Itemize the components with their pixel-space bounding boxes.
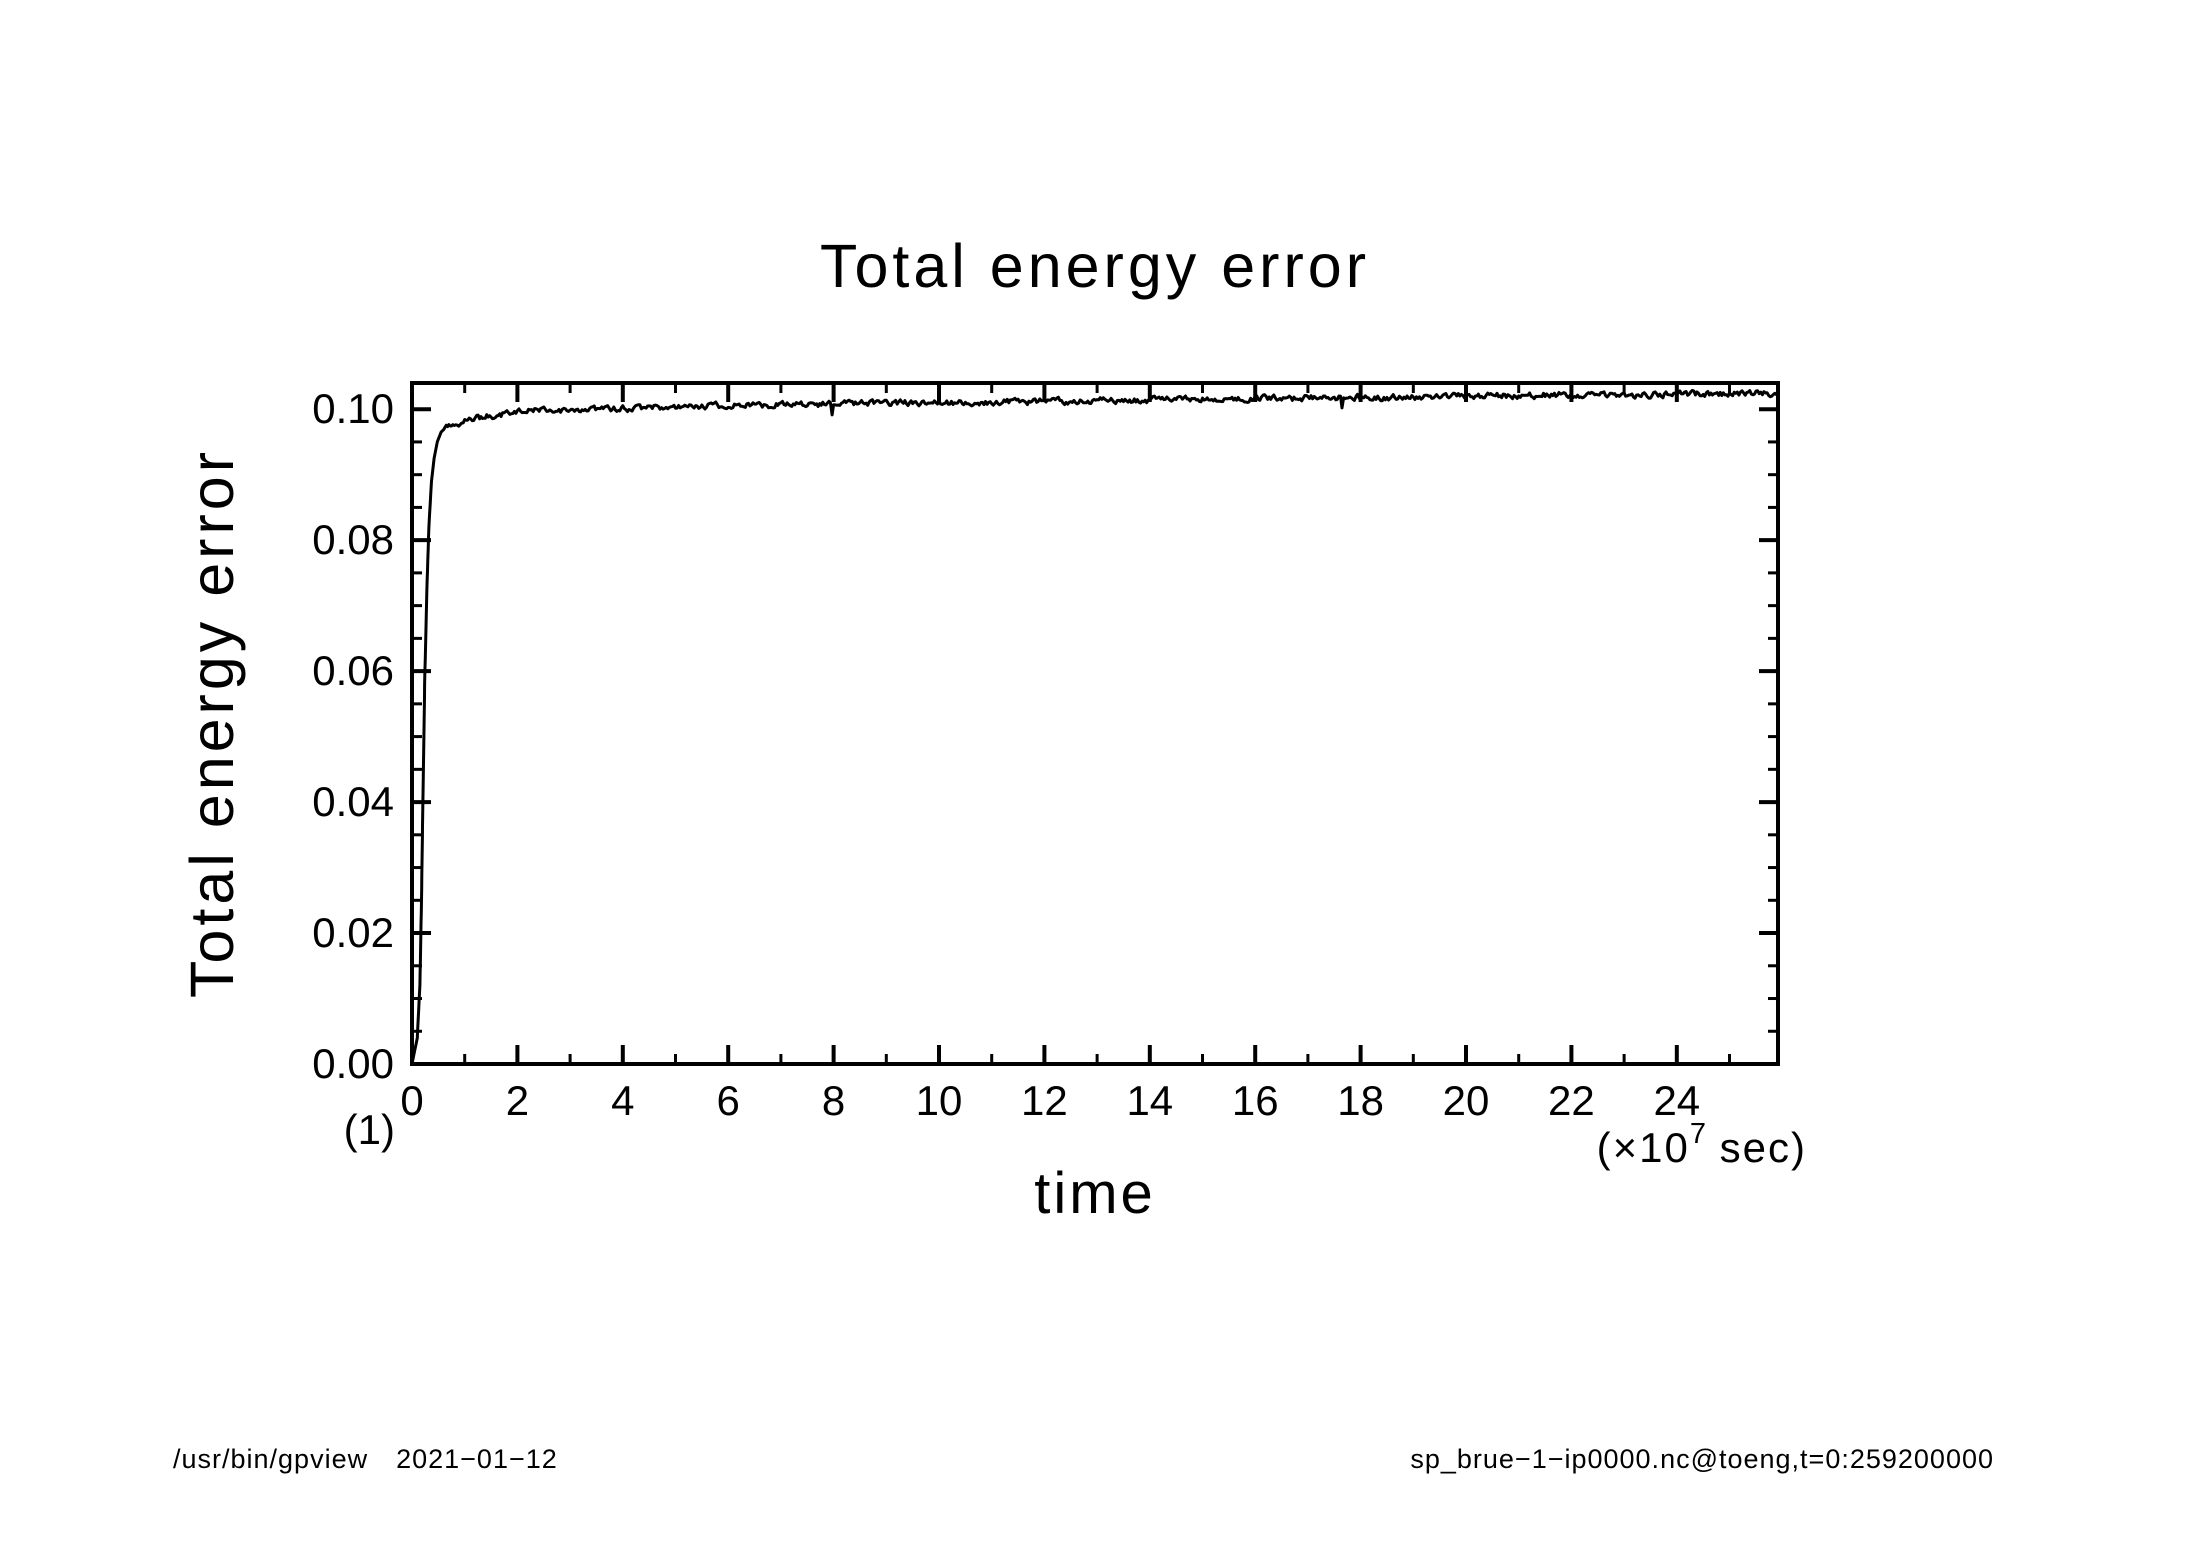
y-tick-label: 0.06	[312, 647, 394, 695]
footer-date: 2021−01−12	[396, 1444, 558, 1474]
y-tick-label: 0.04	[312, 778, 394, 826]
plot-frame	[412, 383, 1778, 1064]
y-axis-unit: (1)	[343, 1106, 395, 1153]
x-unit-exponent: 7	[1689, 1118, 1706, 1150]
energy-error-curve	[412, 390, 1778, 1064]
x-axis-title: time	[1034, 1161, 1156, 1226]
x-tick-label: 14	[1126, 1077, 1174, 1124]
x-unit-suffix: sec)	[1705, 1124, 1807, 1171]
x-tick-label: 22	[1548, 1077, 1595, 1124]
x-tick-label: 4	[611, 1077, 635, 1124]
x-tick-label: 24	[1653, 1077, 1701, 1124]
x-tick-label: 2	[505, 1077, 530, 1124]
x-tick-label: 18	[1337, 1077, 1384, 1124]
x-tick-label: 20	[1442, 1077, 1490, 1124]
y-tick-label: 0.08	[312, 516, 394, 564]
x-tick-label: 8	[821, 1077, 846, 1124]
x-tick-label: 10	[915, 1077, 963, 1124]
chart-title: Total energy error	[819, 232, 1371, 300]
y-tick-label: 0.02	[312, 909, 394, 957]
x-unit-prefix: (×10	[1596, 1124, 1690, 1171]
x-tick-label: 6	[716, 1077, 740, 1124]
y-tick-label: 0.00	[312, 1040, 394, 1087]
y-axis-title: Total energy error	[178, 447, 246, 999]
x-tick-label: 12	[1021, 1077, 1068, 1124]
y-tick-label: 0.10	[312, 385, 394, 433]
footer-source: sp_brue−1−ip0000.nc@toeng,t=0:259200000	[1410, 1444, 1994, 1474]
footer-program-path: /usr/bin/gpview	[173, 1444, 369, 1474]
x-tick-label: 16	[1231, 1077, 1279, 1124]
footer-left	[173, 1444, 558, 1475]
x-tick-label: 0	[400, 1077, 424, 1124]
